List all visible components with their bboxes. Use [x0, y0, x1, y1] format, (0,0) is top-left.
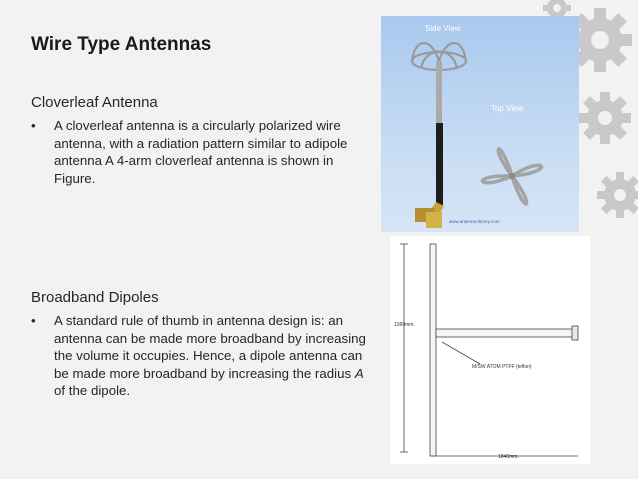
- section-heading-broadband: Broadband Dipoles: [31, 289, 159, 306]
- dipole-illustration: [390, 236, 590, 464]
- slide-title: Wire Type Antennas: [31, 34, 212, 55]
- radius-symbol: A: [354, 365, 364, 381]
- bullet-text: A cloverleaf antenna is a circularly polarized wire antenna, with a radiation pattern similar to adipole antenna A 4-arm cloverleaf antenna is shown in Figure.: [54, 118, 348, 186]
- cloverleaf-antenna-photo: [381, 16, 579, 232]
- bullet-text: [54, 312, 371, 400]
- top-view-label: Top View: [491, 104, 524, 113]
- part-label: M/SW ATOM PTFF (teflon): [472, 364, 532, 370]
- side-view-label: Side View: [425, 24, 461, 33]
- bullet-cloverleaf: [31, 117, 371, 187]
- height-dimension-label: 1360mm.: [394, 322, 415, 328]
- bullet-marker: •: [31, 313, 36, 328]
- bullet-marker: •: [31, 118, 36, 133]
- photo-watermark: www.antenna-theory.com: [449, 219, 500, 224]
- dipole-drawing: [390, 236, 590, 464]
- bullet-text-part: of the dipole.: [54, 383, 131, 398]
- cloverleaf-antenna-illustration: [381, 16, 579, 232]
- bullet-text-part: A standard rule of thumb in antenna design is: an antenna can be made more broadband by increasing the volume it occupies. Hence, a dipole antenna can be made more broadband by increasing the radius: [54, 313, 366, 381]
- section-heading-cloverleaf: Cloverleaf Antenna: [31, 94, 158, 111]
- width-dimension-label: 1840mm.: [498, 454, 519, 460]
- bullet-broadband: [31, 312, 371, 400]
